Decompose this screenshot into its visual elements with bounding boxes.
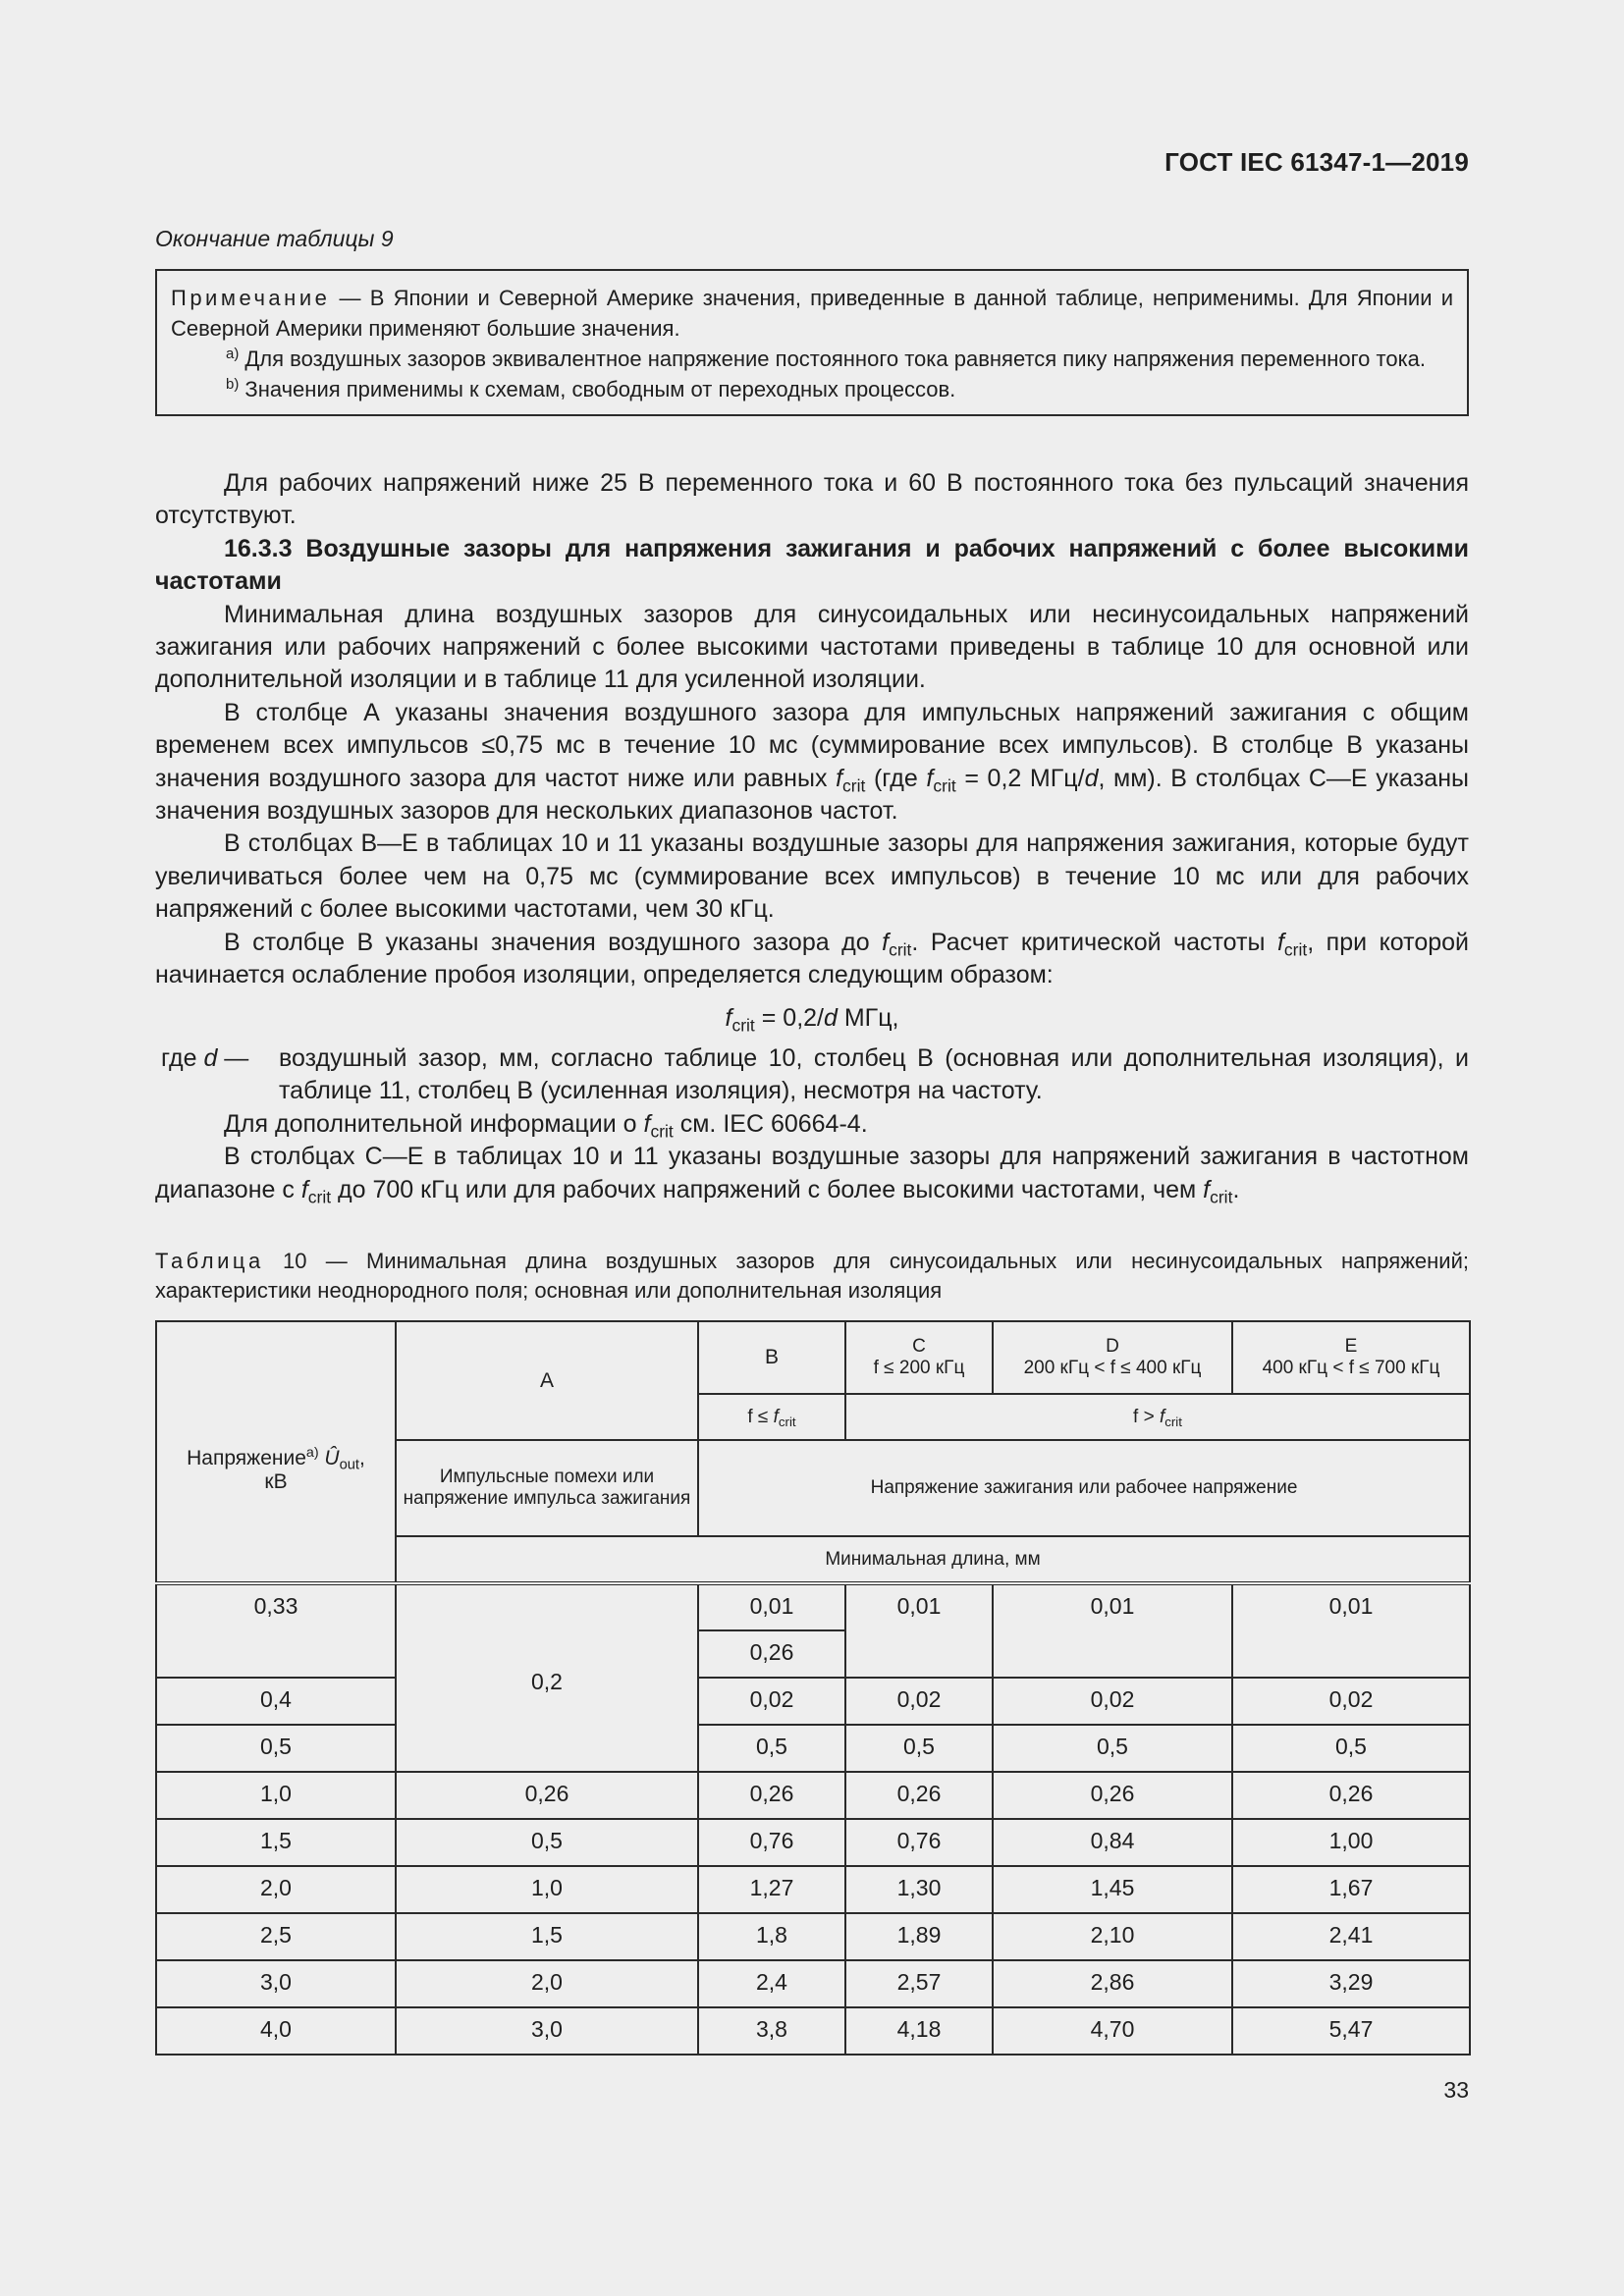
table-cell: 0,4 xyxy=(156,1678,396,1725)
table-row xyxy=(156,1819,1470,1866)
column-a-header: A xyxy=(396,1321,698,1440)
table-cell: 0,26 xyxy=(698,1630,845,1678)
footnote-a xyxy=(171,344,1453,374)
legend-text: воздушный зазор, мм, согласно таблице 10, столбец B (основная или дополнительная изоляция), и таблице 11, столбец B (усиленная изоляция), несмотря на частоту. xyxy=(279,1043,1469,1105)
columns-c-e-condition: $f > f_{crit}$ xyxy=(845,1394,1470,1440)
table-row xyxy=(156,1583,1470,1630)
table-row xyxy=(156,1772,1470,1819)
table-row xyxy=(156,1866,1470,1913)
table-cell: 2,10 xyxy=(993,1913,1232,1960)
table-cell: 0,76 xyxy=(698,1819,845,1866)
table-cell: 0,5 xyxy=(1232,1725,1470,1772)
table-cell: 5,47 xyxy=(1232,2007,1470,2055)
paragraph: Минимальная длина воздушных зазоров для синусоидальных или несинусоидальных напряжений зажигания или рабочих напряжений с более высокими частотами приведены в таблице 10 для основной или дополнительной изоляции и в таблице 11 для усиленной изоляции. xyxy=(155,600,1469,694)
min-length-header: Минимальная длина, мм xyxy=(396,1536,1470,1583)
table-cell: 1,30 xyxy=(845,1866,993,1913)
columns-b-e-description: Напряжение зажигания или рабочее напряжение xyxy=(698,1440,1470,1536)
standard-code: ГОСТ IEC 61347-1—2019 xyxy=(1164,147,1469,177)
table-cell: 4,70 xyxy=(993,2007,1232,2055)
table-row xyxy=(156,1913,1470,1960)
column-d-header: D 200 кГц < f ≤ 400 кГц xyxy=(993,1321,1232,1394)
table-cell: 0,01 xyxy=(698,1583,845,1630)
column-a-description: Импульсные помехи или напряжение импульса зажигания xyxy=(396,1440,698,1536)
table-cell: 1,5 xyxy=(396,1913,698,1960)
footnote-b-text: Значения применимы к схемам, свободным от переходных процессов. xyxy=(239,377,956,401)
table-cell: 1,5 xyxy=(156,1819,396,1866)
table-cell: 2,41 xyxy=(1232,1913,1470,1960)
paragraph: Для рабочих напряжений ниже 25 В переменного тока и 60 В постоянного тока без пульсаций значения отсутствуют. xyxy=(155,469,1469,530)
body-text xyxy=(155,467,1469,1206)
column-c-header: C f ≤ 200 кГц xyxy=(845,1321,993,1394)
footnote-b-mark: b) xyxy=(226,375,240,393)
column-b-header: B xyxy=(698,1321,845,1394)
table-cell: 0,33 xyxy=(156,1583,396,1678)
table-cell: 3,8 xyxy=(698,2007,845,2055)
table-cell: 1,8 xyxy=(698,1913,845,1960)
table-header-row xyxy=(156,1321,1470,1394)
table-cell: 0,02 xyxy=(993,1678,1232,1725)
table-cell: 2,57 xyxy=(845,1960,993,2007)
table-cell: 3,0 xyxy=(396,2007,698,2055)
table-cell: 0,26 xyxy=(993,1772,1232,1819)
table-row xyxy=(156,1725,1470,1772)
paragraph: В столбцах C—E в таблицах 10 и 11 указаны воздушные зазоры для напряжений зажигания в частотном диапазоне с $f_{crit}$ до 700 кГц или для рабочих напряжений с более высокими частотами, чем $f_{crit}$. xyxy=(155,1143,1469,1206)
paragraph: В столбцах B—E в таблицах 10 и 11 указаны воздушные зазоры для напряжения зажигания, которые будут увеличиваться более чем на 0,75 мс (суммирование всех импульсов) в течение 10 мс или для рабочих напряжений с более высокими частотами, чем 30 кГц. xyxy=(155,829,1469,924)
footnote-a-text: Для воздушных зазоров эквивалентное напряжение постоянного тока равняется пику напряжения переменного тока. xyxy=(239,347,1427,371)
paragraph: В столбце B указаны значения воздушного зазора до $f_{crit}$. Расчет критической частоты $f_{crit}$, при которой начинается ослабление пробоя изоляции, определяется следующим образом: xyxy=(155,928,1469,989)
table-cell: 2,86 xyxy=(993,1960,1232,2007)
table-cell: 0,02 xyxy=(845,1678,993,1725)
table-cell: 0,01 xyxy=(845,1583,993,1678)
voltage-column-header: Напряжение$^{a)}$ $Û_{out}$, кВ xyxy=(156,1321,396,1583)
table-cell: 0,76 xyxy=(845,1819,993,1866)
clearance-table xyxy=(155,1320,1471,2056)
table-cell: 1,00 xyxy=(1232,1819,1470,1866)
table-cell: 0,01 xyxy=(993,1583,1232,1678)
table-cell: 0,5 xyxy=(698,1725,845,1772)
table-continuation-label: Окончание таблицы 9 xyxy=(155,226,394,251)
table-cell: 1,45 xyxy=(993,1866,1232,1913)
table-cell: 0,26 xyxy=(845,1772,993,1819)
table-cell: 4,0 xyxy=(156,2007,396,2055)
paragraph: В столбце А указаны значения воздушного зазора для импульсных напряжений зажигания с общим временем всех импульсов ≤0,75 мс в течение 10 мс (суммирование всех импульсов). В столбце B указаны значения воздушного зазора для частот ниже или равных $f_{crit}$ (где $f_{crit} = 0,2$ МГц/d, мм). В столбцах C—E указаны значения воздушных зазоров для нескольких диапазонов частот. xyxy=(155,698,1469,826)
column-e-header: E 400 кГц < f ≤ 700 кГц xyxy=(1232,1321,1470,1394)
table-cell: 1,27 xyxy=(698,1866,845,1913)
table-cell: 1,67 xyxy=(1232,1866,1470,1913)
paragraph: Для дополнительной информации о $f_{crit}$ см. IEC 60664-4. xyxy=(224,1109,868,1141)
table-cell: 0,01 xyxy=(1232,1583,1470,1678)
table-cell: 0,5 xyxy=(156,1725,396,1772)
legend-symbol: где d — xyxy=(161,1043,249,1072)
table-cell: 0,26 xyxy=(698,1772,845,1819)
column-b-condition: $f \le f_{crit}$ xyxy=(698,1394,845,1440)
table-cell: 1,89 xyxy=(845,1913,993,1960)
table-caption: Таблица 10 — Минимальная длина воздушных зазоров для синусоидальных или несинусоидальных напряжений; характеристики неоднородного поля; основная или дополнительная изоляция xyxy=(155,1249,1469,1303)
note-main xyxy=(171,283,1453,344)
table-cell: 0,2 xyxy=(396,1583,698,1772)
table-cell: 1,0 xyxy=(396,1866,698,1913)
table-cell: 0,26 xyxy=(1232,1772,1470,1819)
table-cell: 2,0 xyxy=(156,1866,396,1913)
table-cell: 3,0 xyxy=(156,1960,396,2007)
table-row xyxy=(156,1678,1470,1725)
footnote-b xyxy=(171,374,1453,404)
note-text: — В Японии и Северной Америке значения, приведенные в данной таблице, неприменимы. Для Японии и Северной Америки применяют большие значения. xyxy=(171,286,1453,341)
table-cell: 2,4 xyxy=(698,1960,845,2007)
table-cell: 1,0 xyxy=(156,1772,396,1819)
table-row xyxy=(156,2007,1470,2055)
table-cell: 3,29 xyxy=(1232,1960,1470,2007)
table-cell: 0,02 xyxy=(1232,1678,1470,1725)
table-cell: 2,0 xyxy=(396,1960,698,2007)
table-cell: 0,84 xyxy=(993,1819,1232,1866)
note-box xyxy=(155,269,1469,416)
table-cell: 0,26 xyxy=(396,1772,698,1819)
formula-legend xyxy=(155,1042,1469,1108)
page-number: 33 xyxy=(1443,2077,1469,2103)
table-cell: 4,18 xyxy=(845,2007,993,2055)
formula: $f_{crit} = 0,2/d$ МГц, xyxy=(725,1003,899,1035)
table-cell: 0,5 xyxy=(396,1819,698,1866)
table-cell: 0,02 xyxy=(698,1678,845,1725)
table-row xyxy=(156,1960,1470,2007)
table-cell: 0,5 xyxy=(845,1725,993,1772)
table-cell: 2,5 xyxy=(156,1913,396,1960)
note-label: Примечание xyxy=(171,286,331,310)
footnote-a-mark: a) xyxy=(226,345,240,362)
table-cell: 0,5 xyxy=(993,1725,1232,1772)
section-heading: 16.3.3 Воздушные зазоры для напряжения зажигания и рабочих напряжений с более высокими частотами xyxy=(155,534,1469,596)
